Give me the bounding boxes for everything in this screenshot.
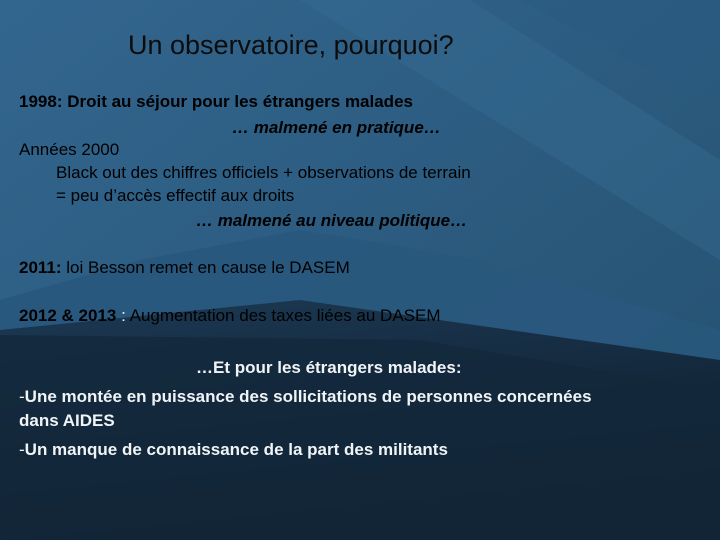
conclusion-bullet-1-text: Une montée en puissance des sollicitations de personnes concernées [24,387,592,406]
section-2012-text: Augmentation des taxes liées au DASEM [129,306,441,325]
section-2011-text: loi Besson remet en cause le DASEM [61,258,350,277]
section-1998-lead: 1998: Droit au séjour pour les étrangers malades [19,92,413,111]
section-1998-tail: … malmené en pratique… [232,118,441,137]
conclusion-bullet-2 [19,440,448,460]
conclusion-bullet-1-dash: - [19,387,25,406]
section-2011-year: 2011: [19,258,62,277]
section-2000-line-2: = peu d’accès effectif aux droits [56,186,295,205]
section-2012-2013 [19,306,441,326]
conclusion-bullet-1 [19,387,592,407]
section-2000-tail: … malmené au niveau politique… [196,211,468,230]
conclusion-bullet-2-dash: - [19,440,25,459]
conclusion-bullet-1-cont: dans AIDES [19,411,115,430]
section-2011 [19,258,350,278]
section-2012-years: 2012 & 2013 [19,306,117,325]
section-2012-separator: : [116,306,130,325]
section-2000-line-1: Black out des chiffres officiels + observations de terrain [56,163,471,182]
conclusion-bullet-2-text: Un manque de connaissance de la part des militants [24,440,448,459]
section-2000-heading: Années 2000 [19,140,120,159]
slide-title: Un observatoire, pourquoi? [128,30,454,60]
conclusion-intro: …Et pour les étrangers malades: [196,358,462,377]
